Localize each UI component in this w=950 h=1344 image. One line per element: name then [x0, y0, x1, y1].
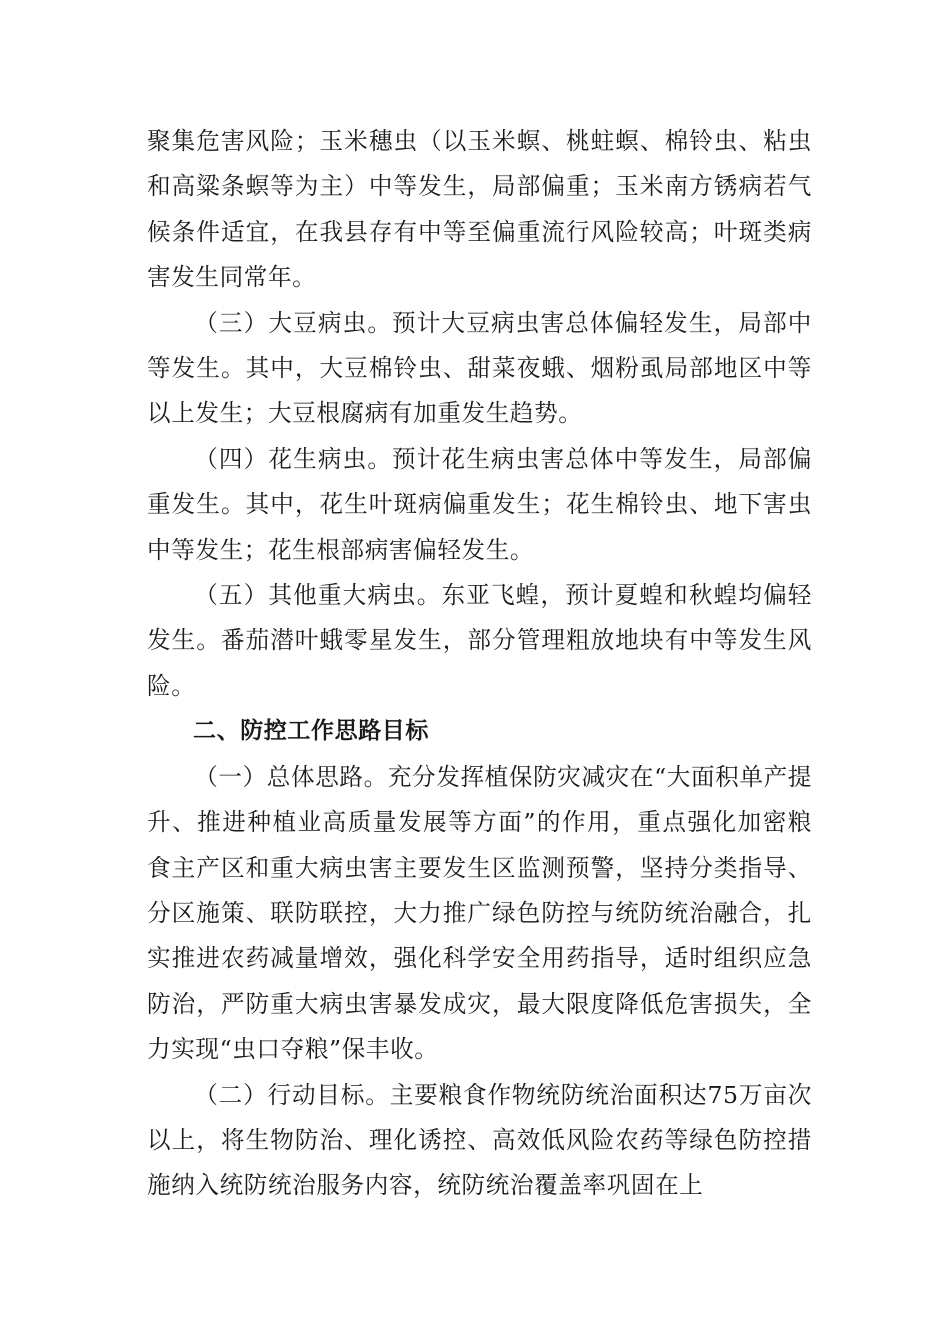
section-heading: 二、防控工作思路目标 [193, 718, 429, 745]
paragraph-other-major-pests: （五）其他重大病虫。东亚飞蝗，预计夏蝗和秋蝗均偏轻发生。番茄潜叶蛾零星发生，部分管理粗放地块有中等发生风险。 [147, 581, 812, 700]
document-body [147, 119, 812, 1209]
paragraph-corn-pests-continuation: 聚集危害风险；玉米穗虫（以玉米螟、桃蛀螟、棉铃虫、粘虫和高粱条螟等为主）中等发生，局部偏重；玉米南方锈病若气候条件适宜，在我县存有中等至偏重流行风险较高；叶斑类病害发生同常年。 [147, 127, 812, 292]
paragraph-soybean-pests: （三）大豆病虫。预计大豆病虫害总体偏轻发生，局部中等发生。其中，大豆棉铃虫、甜菜夜蛾、烟粉虱局部地区中等以上发生；大豆根腐病有加重发生趋势。 [147, 308, 812, 428]
paragraph-action-goals: （二）行动目标。主要粮食作物统防统治面积达75万亩次以上，将生物防治、理化诱控、高效低风险农药等绿色防控措施纳入统防统治服务内容，统防统治覆盖率巩固在上 [147, 1080, 812, 1200]
paragraph-overall-approach: （一）总体思路。充分发挥植保防灾减灾在“大面积单产提升、推进种植业高质量发展等方面”的作用，重点强化加密粮食主产区和重大病虫害主要发生区监测预警，坚持分类指导、分区施策、联防联控，大力推广绿色防控与统防统治融合，扎实推进农药减量增效，强化科学安全用药指导，适时组织应急防治，严防重大病虫害暴发成灾，最大限度降低危害损失，全力实现“虫口夺粮”保丰收。 [147, 762, 812, 1064]
paragraph-peanut-pests: （四）花生病虫。预计花生病虫害总体中等发生，局部偏重发生。其中，花生叶斑病偏重发生；花生棉铃虫、地下害虫中等发生；花生根部病害偏轻发生。 [147, 444, 812, 564]
